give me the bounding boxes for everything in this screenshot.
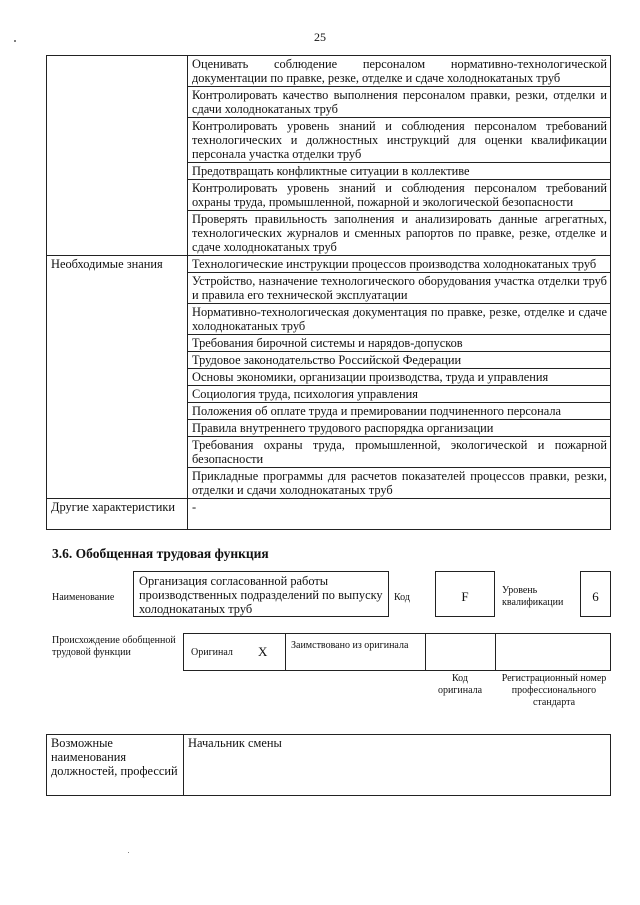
table-cell: Оценивать соблюдение персоналом нормативно-технологической документации по правке, резке, отделке и сдаче холоднокатаных труб [188, 56, 611, 87]
table-cell: Прикладные программы для расчетов показателей процессов правки, резки, отделки и сдачи холоднокатаных труб [188, 468, 611, 499]
table-cell: Требования бирочной системы и нарядов-допусков [188, 335, 611, 352]
table-row [47, 56, 611, 87]
table-cell: - [188, 499, 611, 530]
origin-divider [495, 633, 496, 671]
table-cell: Правила внутреннего трудового распорядка организации [188, 420, 611, 437]
positions-label: Возможные наименования должностей, профессий [47, 735, 184, 796]
name-label: Наименование [52, 592, 115, 603]
row-label [47, 56, 188, 256]
original-label: Оригинал [191, 647, 233, 658]
borrowed-label: Заимствовано из оригинала [291, 640, 409, 651]
table-cell: Устройство, назначение технологического оборудования участка отделки труб и правила его технической эксплуатации [188, 273, 611, 304]
table-cell: Требования охраны труда, промышленной, экологической и пожарной безопасности [188, 437, 611, 468]
table-cell: Контролировать уровень знаний и соблюдения персоналом требований охраны труда, промышленной, пожарной и экологической безопасности [188, 180, 611, 211]
scan-speck [14, 40, 16, 42]
table-row [47, 499, 611, 530]
table-row [47, 735, 611, 796]
code-box: F [435, 571, 495, 617]
scan-speck [128, 852, 129, 853]
table-cell: Проверять правильность заполнения и анализировать данные агрегатных, технологических журналов и сменных рапортов по правке, резке, отделке и сдаче холоднокатаных труб [188, 211, 611, 256]
reg-number-caption: Регистрационный номер профессионального стандарта [501, 673, 607, 708]
skills-knowledge-table [46, 55, 611, 530]
original-mark: X [258, 644, 268, 659]
table-cell: Положения об оплате труда и премировании подчиненного персонала [188, 403, 611, 420]
table-cell: Основы экономики, организации производства, труда и управления [188, 369, 611, 386]
level-label: Уровень квалификации [502, 585, 564, 608]
origin-divider [285, 633, 286, 671]
level-box: 6 [580, 571, 611, 617]
function-name-box: Организация согласованной работы производственных подразделений по выпуску холоднокатаных труб [133, 571, 389, 617]
row-label-other: Другие характеристики [47, 499, 188, 530]
table-row [47, 256, 611, 273]
table-cell: Социология труда, психология управления [188, 386, 611, 403]
table-cell: Контролировать качество выполнения персоналом правки, резки, отделки и сдачи холоднокатаных труб [188, 87, 611, 118]
row-label-knowledge: Необходимые знания [47, 256, 188, 499]
origin-table [183, 633, 611, 671]
code-label: Код [394, 592, 410, 603]
table-cell: Технологические инструкции процессов производства холоднокатаных труб [188, 256, 611, 273]
section-title: 3.6. Обобщенная трудовая функция [52, 546, 269, 561]
origin-code-caption: Код оригинала [437, 673, 483, 696]
positions-value: Начальник смены [184, 735, 611, 796]
table-cell: Контролировать уровень знаний и соблюдения персоналом требований технологических и должностных инструкций для оценки квалификации персонала участка отделки труб [188, 118, 611, 163]
origin-divider [425, 633, 426, 671]
table-cell: Трудовое законодательство Российской Федерации [188, 352, 611, 369]
table-cell: Нормативно-технологическая документация по правке, резке, отделке и сдаче холоднокатаных труб [188, 304, 611, 335]
origin-label: Происхождение обобщенной трудовой функции [52, 635, 176, 658]
page-number: 25 [314, 30, 326, 44]
positions-table [46, 734, 611, 796]
table-cell: Предотвращать конфликтные ситуации в коллективе [188, 163, 611, 180]
